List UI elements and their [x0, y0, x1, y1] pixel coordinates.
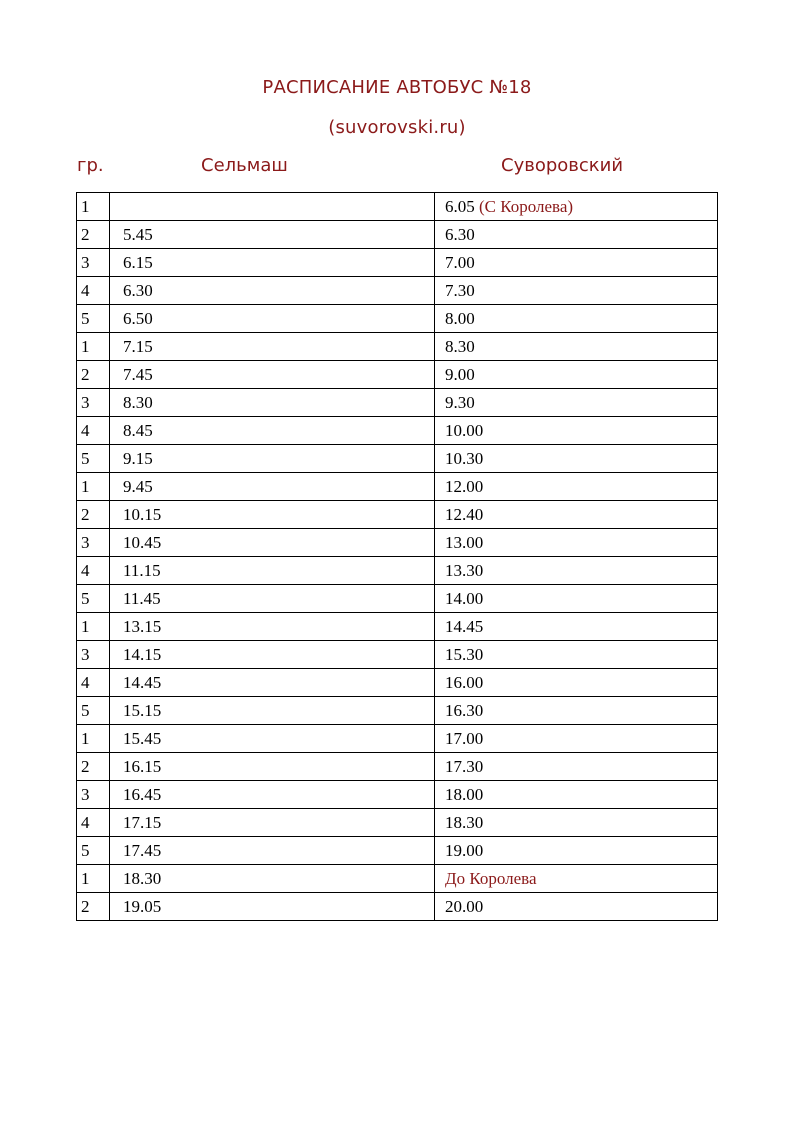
- schedule-table-body: [77, 193, 718, 921]
- arrival-time: 14.45: [445, 616, 484, 636]
- schedule-table: [76, 192, 718, 921]
- group-cell: 5: [77, 837, 110, 865]
- arrival-time-cell: [435, 361, 718, 389]
- arrival-time: 9.00: [445, 364, 475, 384]
- arrival-time: 8.00: [445, 308, 475, 328]
- arrival-time: 19.00: [445, 840, 484, 860]
- arrival-time-cell: [435, 305, 718, 333]
- departure-time-cell: 14.15: [110, 641, 435, 669]
- table-row: [77, 277, 718, 305]
- table-row: [77, 221, 718, 249]
- route-note: (С Королева): [479, 196, 574, 216]
- group-cell: 5: [77, 305, 110, 333]
- group-cell: 4: [77, 277, 110, 305]
- arrival-time-cell: [435, 585, 718, 613]
- group-cell: 2: [77, 753, 110, 781]
- arrival-time: 17.30: [445, 756, 484, 776]
- arrival-time: 18.00: [445, 784, 484, 804]
- arrival-time: 12.40: [445, 504, 484, 524]
- arrival-time-cell: [435, 809, 718, 837]
- departure-time-cell: 10.45: [110, 529, 435, 557]
- arrival-time: 13.00: [445, 532, 484, 552]
- arrival-time-cell: [435, 725, 718, 753]
- table-row: [77, 529, 718, 557]
- table-row: [77, 697, 718, 725]
- arrival-column-header: Суворовский: [501, 155, 624, 176]
- group-cell: 1: [77, 333, 110, 361]
- table-row: [77, 249, 718, 277]
- departure-time-cell: 15.15: [110, 697, 435, 725]
- departure-time-cell: 9.15: [110, 445, 435, 473]
- arrival-time-cell: [435, 333, 718, 361]
- table-row: [77, 333, 718, 361]
- route-note: До Королева: [445, 868, 537, 888]
- departure-time-cell: 11.15: [110, 557, 435, 585]
- departure-time-cell: 15.45: [110, 725, 435, 753]
- arrival-time-cell: [435, 193, 718, 221]
- group-cell: 5: [77, 697, 110, 725]
- departure-time-cell: 6.15: [110, 249, 435, 277]
- departure-column-header: Сельмаш: [201, 155, 288, 176]
- group-cell: 2: [77, 221, 110, 249]
- table-row: [77, 417, 718, 445]
- arrival-time: 18.30: [445, 812, 484, 832]
- departure-time-cell: 10.15: [110, 501, 435, 529]
- group-cell: 5: [77, 445, 110, 473]
- group-cell: 3: [77, 641, 110, 669]
- arrival-time-cell: [435, 865, 718, 893]
- departure-time-cell: 17.45: [110, 837, 435, 865]
- arrival-time: 16.30: [445, 700, 484, 720]
- group-cell: 5: [77, 585, 110, 613]
- arrival-time: 10.30: [445, 448, 484, 468]
- group-cell: 4: [77, 669, 110, 697]
- arrival-time: 13.30: [445, 560, 484, 580]
- table-row: [77, 389, 718, 417]
- group-column-header: гр.: [77, 155, 104, 176]
- table-row: [77, 557, 718, 585]
- group-cell: 4: [77, 417, 110, 445]
- table-row: [77, 641, 718, 669]
- group-cell: 2: [77, 893, 110, 921]
- table-row: [77, 837, 718, 865]
- group-cell: 3: [77, 389, 110, 417]
- departure-time-cell: 8.30: [110, 389, 435, 417]
- arrival-time-cell: [435, 837, 718, 865]
- arrival-time-cell: [435, 613, 718, 641]
- group-cell: 1: [77, 865, 110, 893]
- departure-time-cell: 18.30: [110, 865, 435, 893]
- arrival-time-cell: [435, 417, 718, 445]
- table-row: [77, 585, 718, 613]
- table-row: [77, 193, 718, 221]
- arrival-time-cell: [435, 501, 718, 529]
- group-cell: 4: [77, 557, 110, 585]
- departure-time-cell: 6.30: [110, 277, 435, 305]
- departure-time-cell: 19.05: [110, 893, 435, 921]
- arrival-time-cell: [435, 277, 718, 305]
- arrival-time-cell: [435, 893, 718, 921]
- arrival-time-cell: [435, 529, 718, 557]
- group-cell: 1: [77, 193, 110, 221]
- departure-time-cell: 11.45: [110, 585, 435, 613]
- group-cell: 3: [77, 529, 110, 557]
- arrival-time: 6.30: [445, 224, 475, 244]
- arrival-time: 8.30: [445, 336, 475, 356]
- table-row: [77, 501, 718, 529]
- table-row: [77, 725, 718, 753]
- group-cell: 1: [77, 473, 110, 501]
- arrival-time: 12.00: [445, 476, 484, 496]
- table-row: [77, 809, 718, 837]
- arrival-time: 7.30: [445, 280, 475, 300]
- arrival-time-cell: [435, 473, 718, 501]
- arrival-time-cell: [435, 221, 718, 249]
- arrival-time: 6.05: [445, 196, 475, 216]
- page-title: РАСПИСАНИЕ АВТОБУС №18: [262, 77, 532, 98]
- group-cell: 1: [77, 613, 110, 641]
- departure-time-cell: 7.45: [110, 361, 435, 389]
- arrival-time-cell: [435, 389, 718, 417]
- departure-time-cell: 17.15: [110, 809, 435, 837]
- departure-time-cell: 8.45: [110, 417, 435, 445]
- group-cell: 4: [77, 809, 110, 837]
- group-cell: 3: [77, 249, 110, 277]
- arrival-time: 17.00: [445, 728, 484, 748]
- arrival-time-cell: [435, 249, 718, 277]
- table-row: [77, 361, 718, 389]
- arrival-time-cell: [435, 641, 718, 669]
- table-row: [77, 781, 718, 809]
- departure-time-cell: [110, 193, 435, 221]
- table-row: [77, 305, 718, 333]
- departure-time-cell: 16.15: [110, 753, 435, 781]
- table-row: [77, 865, 718, 893]
- departure-time-cell: 14.45: [110, 669, 435, 697]
- arrival-time: 20.00: [445, 896, 484, 916]
- group-cell: 2: [77, 361, 110, 389]
- arrival-time: 10.00: [445, 420, 484, 440]
- group-cell: 2: [77, 501, 110, 529]
- table-row: [77, 753, 718, 781]
- arrival-time: 16.00: [445, 672, 484, 692]
- arrival-time-cell: [435, 445, 718, 473]
- departure-time-cell: 9.45: [110, 473, 435, 501]
- departure-time-cell: 7.15: [110, 333, 435, 361]
- table-row: [77, 613, 718, 641]
- arrival-time-cell: [435, 669, 718, 697]
- arrival-time-cell: [435, 781, 718, 809]
- arrival-time-cell: [435, 697, 718, 725]
- departure-time-cell: 16.45: [110, 781, 435, 809]
- group-cell: 1: [77, 725, 110, 753]
- arrival-time: 9.30: [445, 392, 475, 412]
- arrival-time: 15.30: [445, 644, 484, 664]
- departure-time-cell: 6.50: [110, 305, 435, 333]
- departure-time-cell: 5.45: [110, 221, 435, 249]
- arrival-time-cell: [435, 753, 718, 781]
- arrival-time-cell: [435, 557, 718, 585]
- arrival-time: 14.00: [445, 588, 484, 608]
- table-row: [77, 473, 718, 501]
- table-row: [77, 893, 718, 921]
- table-row: [77, 669, 718, 697]
- departure-time-cell: 13.15: [110, 613, 435, 641]
- source-site: (suvorovski.ru): [328, 117, 466, 138]
- arrival-time: 7.00: [445, 252, 475, 272]
- table-row: [77, 445, 718, 473]
- group-cell: 3: [77, 781, 110, 809]
